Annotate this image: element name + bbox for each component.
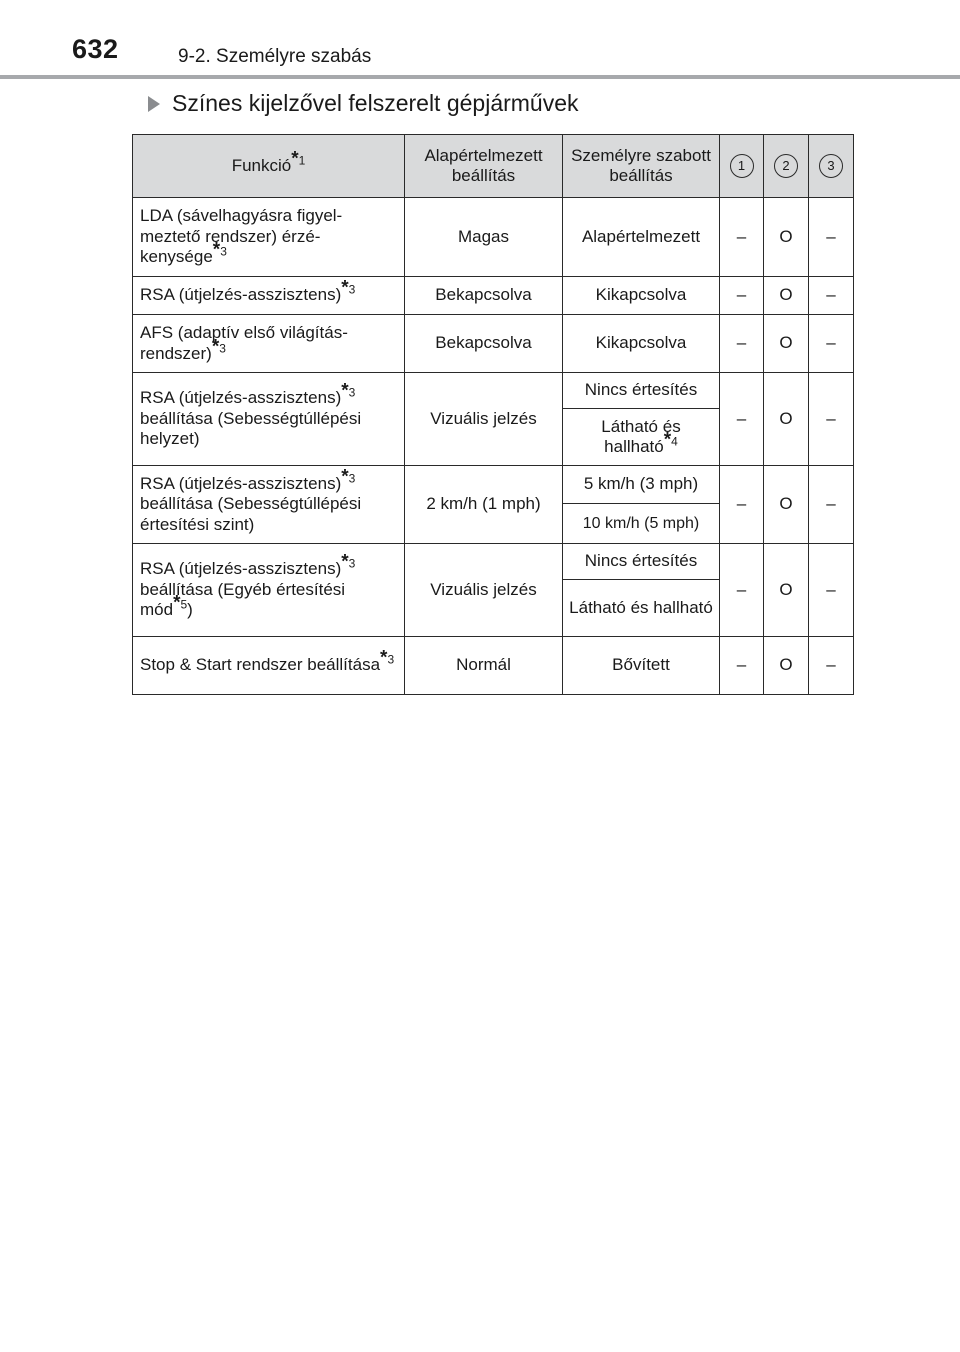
col-header-custom: Személyre szabott beállítás xyxy=(563,135,720,198)
col-header-2 xyxy=(764,135,809,198)
circled-3-icon: 3 xyxy=(819,154,843,178)
table-row xyxy=(133,198,854,277)
col-header-1 xyxy=(720,135,764,198)
col2-cell: O xyxy=(764,315,809,373)
default-cell: Bekapcsolva xyxy=(405,277,563,315)
col2-cell: O xyxy=(764,198,809,277)
table-row xyxy=(133,277,854,315)
default-cell: 2 km/h (1 mph) xyxy=(405,466,563,544)
col1-cell: – xyxy=(720,315,764,373)
col1-cell: – xyxy=(720,544,764,637)
col-header-default: Alapértelmezett beállítás xyxy=(405,135,563,198)
table-row xyxy=(133,466,854,504)
function-cell: RSA (útjelzés-asszisztens)*$^3$ beállítása (Sebességtúllépési értesítési szint) xyxy=(133,466,405,544)
col1-cell: – xyxy=(720,466,764,544)
page-number: 632 xyxy=(72,34,119,64)
table-row xyxy=(133,373,854,409)
option-cell: Látható és hallható*$^4$ xyxy=(563,409,720,466)
asterisk-mark: * xyxy=(291,148,299,170)
option-cell: Nincs értesítés xyxy=(563,373,720,409)
col2-cell: O xyxy=(764,637,809,695)
option-cell: 5 km/h (3 mph) xyxy=(563,466,720,504)
col1-cell: – xyxy=(720,637,764,695)
col2-cell: O xyxy=(764,373,809,466)
col3-cell: – xyxy=(809,544,854,637)
function-cell: RSA (útjelzés-asszisztens)*$^3$ beállítása (Sebességtúllépési helyzet) xyxy=(133,373,405,466)
header-rule xyxy=(0,75,960,79)
col2-cell: O xyxy=(764,466,809,544)
option-cell: Bővített xyxy=(563,637,720,695)
triangle-bullet-icon xyxy=(148,96,160,112)
default-cell: Magas xyxy=(405,198,563,277)
circled-1-icon: 1 xyxy=(730,154,754,178)
col3-cell: – xyxy=(809,198,854,277)
col3-cell: – xyxy=(809,277,854,315)
table-header-row xyxy=(133,135,854,198)
option-cell: Látható és hallható xyxy=(563,580,720,637)
col2-cell: O xyxy=(764,277,809,315)
section-heading-text: Színes kijelzővel felszerelt gépjárművek xyxy=(172,90,579,116)
col1-cell: – xyxy=(720,277,764,315)
function-cell: LDA (sávelhagyásra figyel-meztető rendszer) érzé-kenysége*$^3$ xyxy=(133,198,405,277)
col3-cell: – xyxy=(809,373,854,466)
function-cell: RSA (útjelzés-asszisztens)*$^3$ xyxy=(133,277,405,315)
col1-cell: – xyxy=(720,373,764,466)
default-cell: Vizuális jelzés xyxy=(405,373,563,466)
page-header xyxy=(0,0,960,80)
option-cell: Kikapcsolva xyxy=(563,277,720,315)
section-heading xyxy=(148,90,579,117)
default-cell: Bekapcsolva xyxy=(405,315,563,373)
option-cell: Alapértelmezett xyxy=(563,198,720,277)
col3-cell: – xyxy=(809,637,854,695)
col-header-function: Funkció*$^1$ xyxy=(133,135,405,198)
col1-cell: – xyxy=(720,198,764,277)
option-cell: Kikapcsolva xyxy=(563,315,720,373)
section-title: 9-2. Személyre szabás xyxy=(178,46,372,67)
function-cell: RSA (útjelzés-asszisztens)*$^3$ beállítása (Egyéb értesítési mód*$^5$) xyxy=(133,544,405,637)
col2-cell: O xyxy=(764,544,809,637)
settings-table xyxy=(132,134,854,695)
circled-2-icon: 2 xyxy=(774,154,798,178)
function-cell: AFS (adaptív első világítás-rendszer)*$^3$ xyxy=(133,315,405,373)
option-cell: Nincs értesítés xyxy=(563,544,720,580)
col3-cell: – xyxy=(809,315,854,373)
option-cell: 10 km/h (5 mph) xyxy=(563,504,720,544)
default-cell: Vizuális jelzés xyxy=(405,544,563,637)
col3-cell: – xyxy=(809,466,854,544)
function-cell: Stop & Start rendszer beállítása*$^3$ xyxy=(133,637,405,695)
table-row xyxy=(133,544,854,580)
table-row xyxy=(133,637,854,695)
col-header-3 xyxy=(809,135,854,198)
table-row xyxy=(133,315,854,373)
default-cell: Normál xyxy=(405,637,563,695)
